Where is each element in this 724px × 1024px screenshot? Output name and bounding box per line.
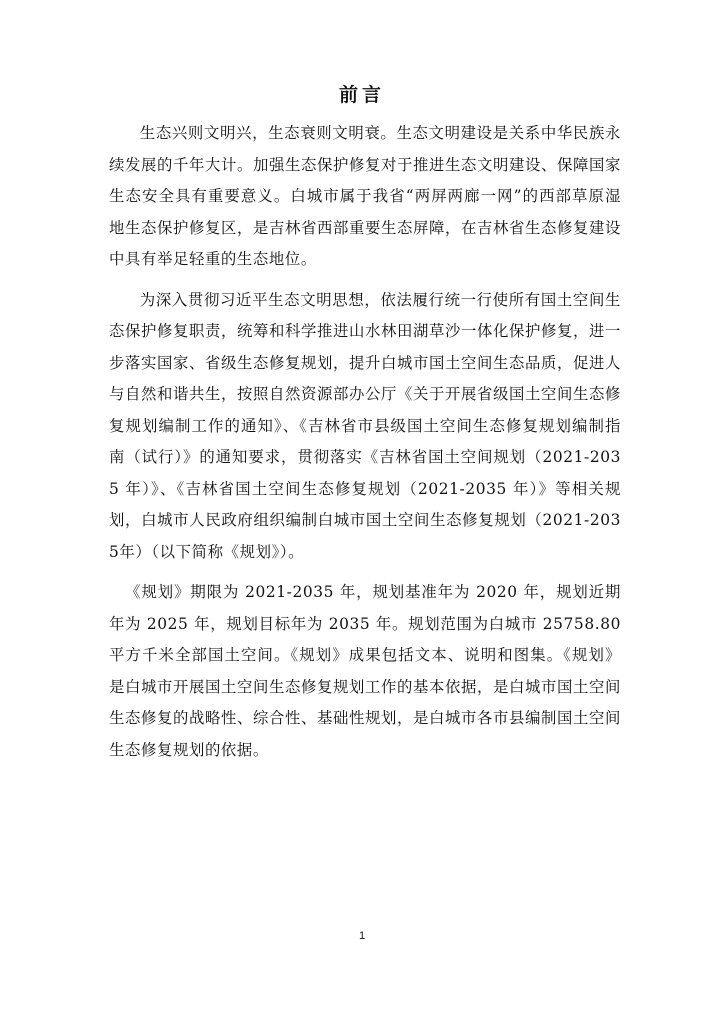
paragraph-3: 《规划》期限为 2021-2035 年，规划基准年为 2020 年，规划近期年为 2025 年，规划目标年为 2035 年。规划范围为白城市 25758.80 平方千米全部国土空间。《规划》成果包括文本、说明和图集。《规划》是白城市开展国土空间生态修复规划工作的基本依据，是白城市国土空间生态修复的战略性、综合性、基础性规划，是白城市各市县编制国土空间生态修复规划的依据。 <box>109 583 621 759</box>
page-title: 前言 <box>338 84 385 106</box>
page-number: 1 <box>358 930 366 942</box>
paragraph-2: 为深入贯彻习近平生态文明思想，依法履行统一行使所有国土空间生态保护修复职责，统筹和科学推进山水林田湖草沙一体化保护修复，进一步落实国家、省级生态修复规划，提升白城市国土空间生态品质，促进人与自然和谐共生，按照自然资源部办公厅《关于开展省级国土空间生态修复规划编制工作的通知》、《吉林省市县级国土空间生态修复规划编制指南（试行）》的通知要求，贯彻落实《吉林省国土空间规划（2021-2035 年）》、《吉林省国土空间生态修复规划（2021-2035 年）》等相关规划，白城市人民政府组织编制白城市国土空间生态修复规划（2021-2035年）（以下简称《规划》）。 <box>109 290 621 561</box>
body-text <box>109 118 621 775</box>
paragraph-1: 生态兴则文明兴，生态衰则文明衰。生态文明建设是关系中华民族永续发展的千年大计。加强生态保护修复对于推进生态文明建设、保障国家生态安全具有重要意义。白城市属于我省“两屏两廊一网”的西部草原湿地生态保护修复区，是吉林省西部重要生态屏障，在吉林省生态修复建设中具有举足轻重的生态地位。 <box>109 124 621 268</box>
